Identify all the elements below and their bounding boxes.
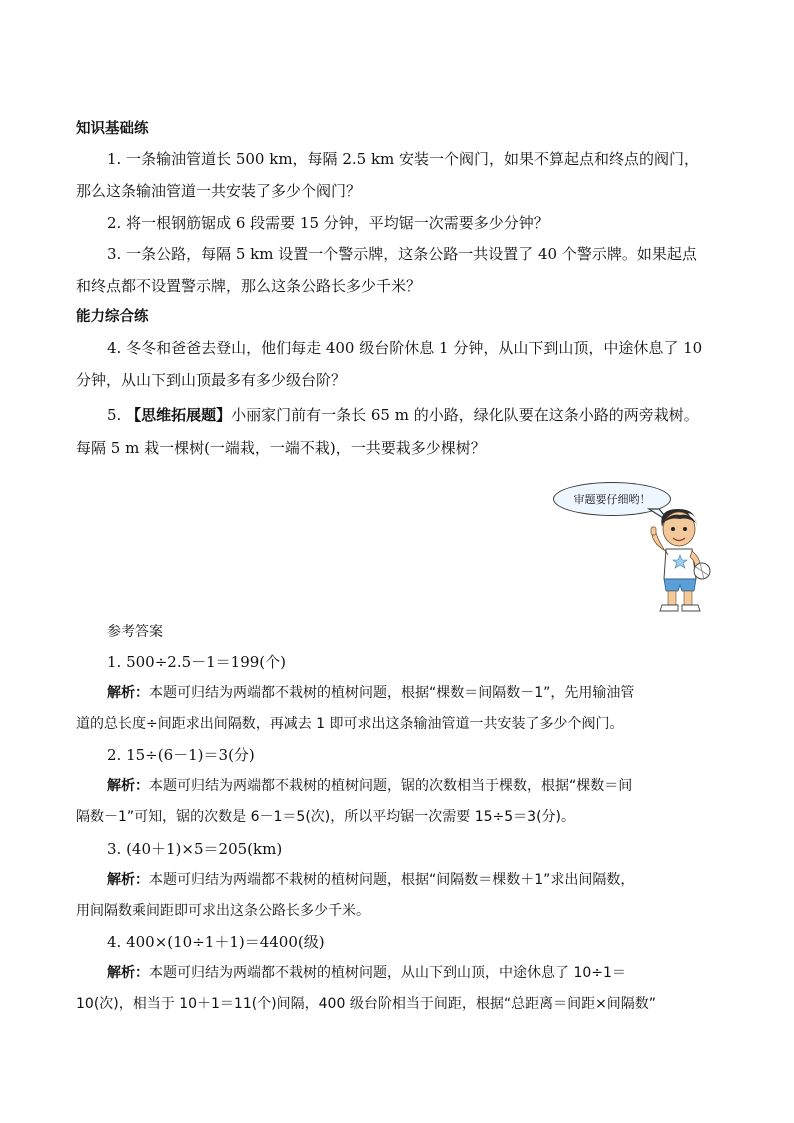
answers-title: 参考答案 (107, 624, 163, 640)
answer-1-line-1-text: 本题可归结为两端都不栽树的植树问题，根据“棵数＝间隔数－1”，先用输油管 (149, 685, 635, 701)
answer-2-line-1-text: 本题可归结为两端都不栽树的植树问题，锯的次数相当于棵数，根据“棵数＝间 (149, 778, 633, 794)
answer-2-label: 解析： (107, 778, 149, 794)
question-4-line-1: 4. 冬冬和爸爸去登山，他们每走 400 级台阶休息 1 分钟，从山下到山顶，中途休息了 10 (107, 339, 703, 357)
answer-1-line-1 (107, 682, 737, 704)
question-5-line-2: 每隔 5 m 栽一棵树(一端栽，一端不栽)，一共要栽多少棵树？ (76, 439, 486, 457)
answer-3-line-1-text: 本题可归结为两端都不栽树的植树问题，根据“间隔数＝棵数＋1”求出间隔数， (149, 872, 635, 888)
answer-3-formula: 3. (40＋1)×5＝205(km) (107, 840, 283, 858)
answer-3-line-2: 用间隔数乘间距即可求出这条公路长多少千米。 (76, 903, 370, 919)
question-3-line-2: 和终点都不设置警示牌，那么这条公路长多少千米？ (76, 277, 422, 295)
answer-2-line-2: 隔数－1”可知，锯的次数是 6－1＝5(次)，所以平均锯一次需要 15÷5＝3(分)。 (76, 809, 575, 825)
question-1-line-1: 1. 一条输油管道长 500 km，每隔 2.5 km 安装一个阀门，如果不算起点和终点的阀门， (107, 150, 700, 168)
question-1-line-2: 那么这条输油管道一共安装了多少个阀门？ (76, 182, 362, 200)
answer-1-label: 解析： (107, 685, 149, 701)
question-3-line-1: 3. 一条公路，每隔 5 km 设置一个警示牌，这条公路一共设置了 40 个警示牌。如果起点 (107, 245, 697, 263)
answer-2-line-1 (107, 775, 737, 797)
answer-3-line-1 (107, 869, 737, 891)
answer-4-line-2: 10(次)，相当于 10＋1＝11(个)间隔，400 级台阶相当于间距，根据“总距离＝间距×间隔数” (76, 996, 657, 1012)
question-5-number: 5. (107, 406, 122, 424)
speech-bubble-text: 审题要仔细哟！ (553, 482, 671, 516)
question-2-line-1: 2. 将一根钢筋锯成 6 段需要 15 分钟，平均锯一次需要多少分钟？ (107, 214, 549, 232)
answer-4-line-1-text: 本题可归结为两端都不栽树的植树问题，从山下到山顶，中途休息了 10÷1＝ (149, 965, 626, 981)
answer-4-formula: 4. 400×(10÷1＋1)＝4400(级) (107, 933, 325, 951)
question-4-line-2: 分钟，从山下到山顶最多有多少级台阶？ (76, 371, 347, 389)
answer-4-label: 解析： (107, 965, 149, 981)
question-5-tag: 【思维拓展题】 (126, 406, 232, 424)
answer-3-label: 解析： (107, 872, 149, 888)
question-5-line-1-text: 小丽家门前有一条长 65 m 的小路，绿化队要在这条小路的两旁栽树。 (231, 406, 699, 424)
answer-1-line-2: 道的总长度÷间距求出间隔数，再减去 1 即可求出这条输油管道一共安装了多少个阀门。 (76, 716, 624, 732)
section-title-basic: 知识基础练 (76, 121, 149, 137)
answer-2-formula: 2. 15÷(6－1)＝3(分) (107, 746, 255, 764)
answer-1-formula: 1. 500÷2.5－1＝199(个) (107, 653, 287, 671)
section-title-ability: 能力综合练 (76, 309, 149, 325)
boy-illustration-icon (640, 505, 720, 615)
question-5-line-1 (107, 404, 737, 426)
answer-4-line-1 (107, 962, 737, 984)
